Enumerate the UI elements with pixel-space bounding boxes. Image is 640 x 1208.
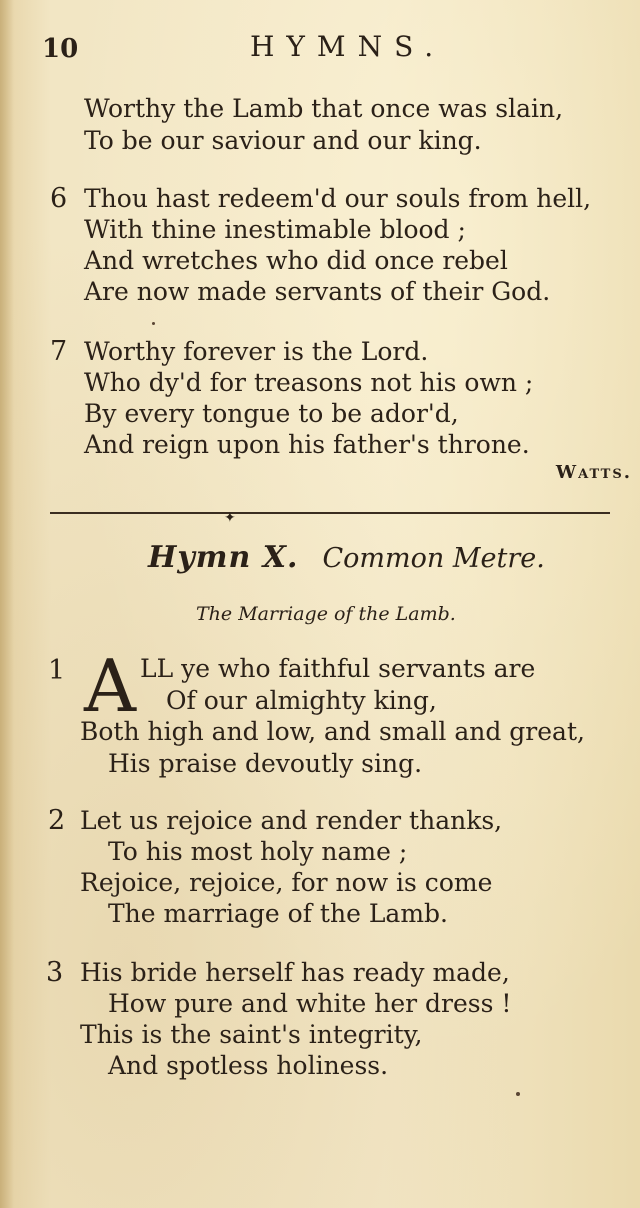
verse-line: Worthy forever is the Lord.	[84, 337, 429, 366]
verse-line: And reign upon his father's throne.	[84, 430, 530, 459]
page-header	[0, 30, 640, 70]
page-gutter-shadow	[0, 0, 14, 1208]
verse-line: To be our saviour and our king.	[84, 126, 482, 155]
verse-line: By every tongue to be ador'd,	[84, 399, 459, 428]
verse-line: Thou hast redeem'd our souls from hell,	[84, 184, 592, 213]
verse-line: Who dy'd for treasons not his own ;	[84, 368, 534, 397]
stanza-number: 2	[48, 805, 66, 836]
hymn-subtitle: The Marriage of the Lamb.	[196, 603, 456, 625]
verse-line: His praise devoutly sing.	[108, 749, 423, 778]
author-attribution: Watts.	[555, 462, 632, 483]
verse-line: Of our almighty king,	[166, 686, 437, 715]
hymn-heading	[148, 540, 545, 575]
stanza-number: 6	[50, 183, 68, 214]
divider-ornament-icon: ✦	[224, 510, 236, 526]
running-head: HYMNS.	[250, 30, 446, 63]
verse-line: This is the saint's integrity,	[80, 1020, 423, 1049]
verse-line: Worthy the Lamb that once was slain,	[84, 94, 564, 123]
verse-line: Let us rejoice and render thanks,	[80, 806, 503, 835]
verse-line: The marriage of the Lamb.	[108, 899, 448, 928]
verse-line: With thine inestimable blood ;	[84, 215, 466, 244]
paper-speck	[516, 1092, 520, 1096]
stanza-number: 3	[46, 957, 64, 988]
verse-line: To his most holy name ;	[108, 837, 408, 866]
verse-line: His bride herself has ready made,	[80, 958, 510, 987]
verse-line: Are now made servants of their God.	[84, 277, 551, 306]
verse-line: Rejoice, rejoice, for now is come	[80, 868, 493, 897]
paper-speck	[152, 322, 155, 325]
verse-line: And spotless holiness.	[108, 1051, 389, 1080]
verse-line: How pure and white her dress !	[108, 989, 512, 1018]
hymn-title: Hymn X.	[148, 540, 299, 575]
page-number: 10	[42, 34, 79, 64]
stanza-number: 1	[48, 655, 66, 686]
verse-line: Both high and low, and small and great,	[80, 717, 585, 746]
stanza-number: 7	[50, 336, 68, 367]
verse-line: And wretches who did once rebel	[84, 246, 508, 275]
drop-cap: A	[84, 644, 136, 728]
hymn-metre: Common Metre.	[322, 543, 545, 574]
section-divider	[50, 512, 610, 514]
verse-line: LL ye who faithful servants are	[140, 654, 536, 683]
